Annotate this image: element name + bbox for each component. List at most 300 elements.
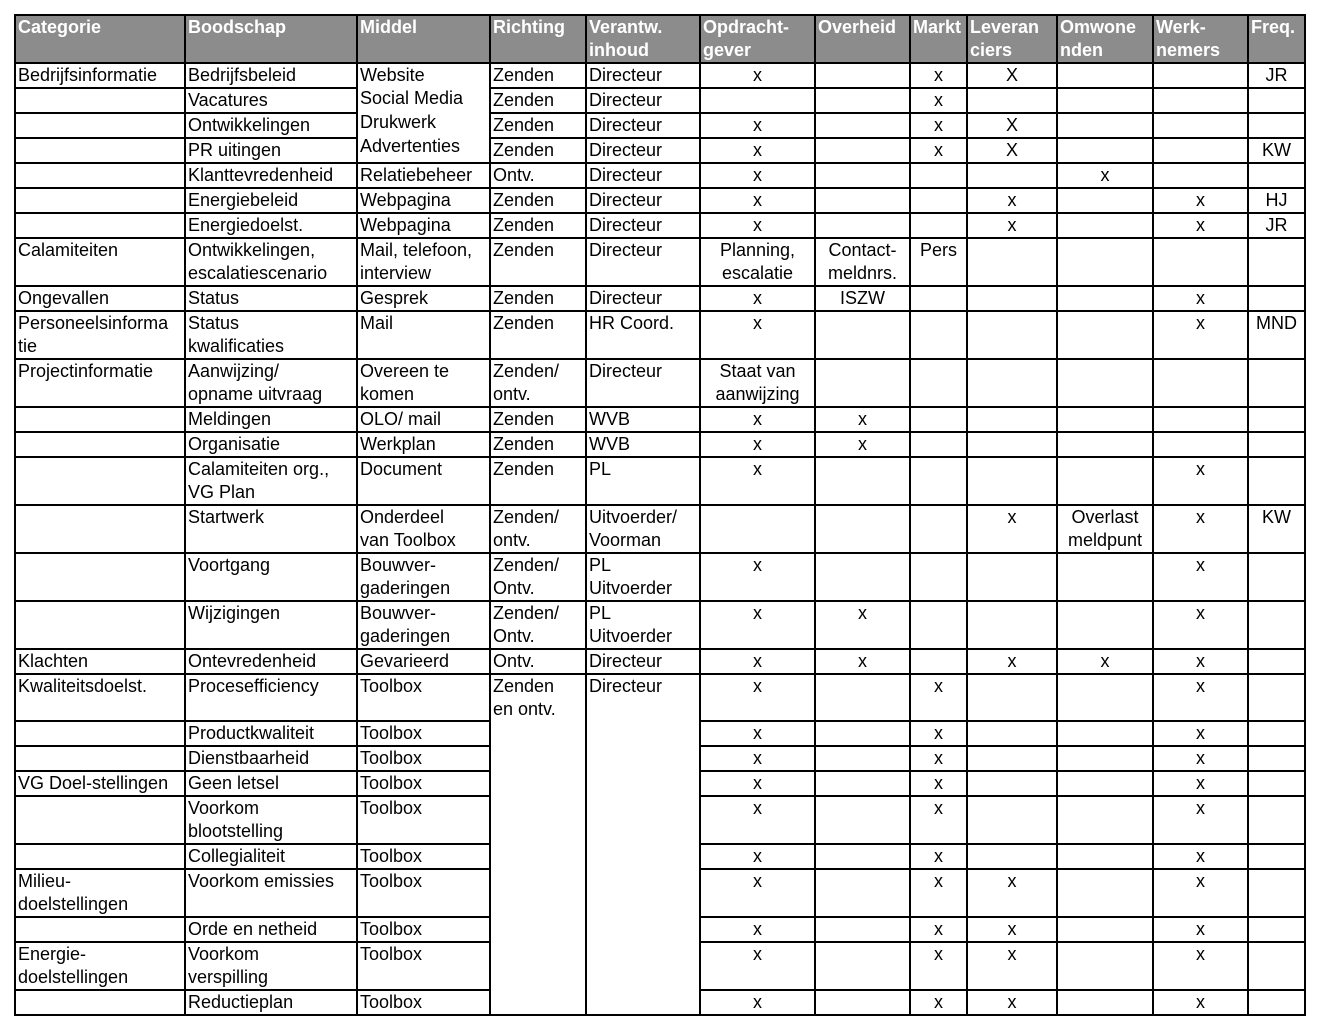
cell-omwonenden [1057,286,1153,311]
table-row [15,113,1305,138]
cell-omwonenden: x [1057,649,1153,674]
cell-werknemers: x [1153,188,1248,213]
cell-omwonenden: x [1057,163,1153,188]
cell-verantw-inhoud [586,746,700,771]
cell-verantw-inhoud: HR Coord. [586,311,700,359]
cell-freq: KW [1248,138,1305,163]
cell-verantw-inhoud [586,917,700,942]
cell-boodschap: Calamiteiten org., VG Plan [185,457,357,505]
cell-leveranciers [967,311,1057,359]
header-overheid: Overheid [815,15,910,63]
cell-overheid: Contact- meldnrs. [815,238,910,286]
cell-leveranciers [967,88,1057,113]
table-row [15,771,1305,796]
cell-verantw-inhoud: Directeur [586,88,700,113]
cell-middel: Bouwver- gaderingen [357,601,490,649]
cell-opdrachtgever: x [700,188,815,213]
cell-omwonenden [1057,311,1153,359]
cell-leveranciers [967,601,1057,649]
communication-matrix-table [14,14,1306,1016]
cell-markt [910,163,967,188]
cell-richting [490,796,586,844]
cell-richting: Zenden [490,238,586,286]
header-leveranciers: Leveran ciers [967,15,1057,63]
cell-richting: Zenden [490,188,586,213]
cell-categorie [15,88,185,113]
cell-richting: Zenden [490,138,586,163]
cell-categorie: Personeelsinforma tie [15,311,185,359]
cell-verantw-inhoud: Directeur [586,238,700,286]
cell-werknemers: x [1153,746,1248,771]
cell-werknemers: x [1153,311,1248,359]
header-richting: Richting [490,15,586,63]
cell-werknemers: x [1153,674,1248,721]
cell-omwonenden [1057,188,1153,213]
cell-overheid [815,942,910,990]
cell-opdrachtgever: x [700,163,815,188]
cell-leveranciers [967,721,1057,746]
cell-richting [490,869,586,917]
cell-omwonenden [1057,746,1153,771]
header-categorie: Categorie [15,15,185,63]
cell-boodschap: Meldingen [185,407,357,432]
cell-boodschap: Startwerk [185,505,357,553]
cell-overheid [815,674,910,721]
cell-omwonenden [1057,407,1153,432]
cell-boodschap: Ontwikkelingen, escalatiescenario [185,238,357,286]
cell-boodschap: Energiebeleid [185,188,357,213]
cell-freq [1248,771,1305,796]
cell-middel: Gesprek [357,286,490,311]
cell-opdrachtgever: x [700,796,815,844]
cell-freq [1248,869,1305,917]
cell-overheid [815,457,910,505]
cell-omwonenden [1057,63,1153,88]
cell-categorie [15,163,185,188]
cell-markt: x [910,869,967,917]
cell-boodschap: Voorkom blootstelling [185,796,357,844]
cell-freq [1248,674,1305,721]
cell-markt: x [910,63,967,88]
cell-richting [490,746,586,771]
cell-middel: Relatiebeheer [357,163,490,188]
cell-boodschap: Energiedoelst. [185,213,357,238]
cell-overheid [815,553,910,601]
cell-verantw-inhoud: Directeur [586,649,700,674]
cell-omwonenden [1057,917,1153,942]
header-verantw-inhoud: Verantw. inhoud [586,15,700,63]
cell-omwonenden [1057,213,1153,238]
cell-werknemers: x [1153,213,1248,238]
cell-categorie [15,213,185,238]
cell-boodschap: Klanttevredenheid [185,163,357,188]
cell-omwonenden [1057,457,1153,505]
cell-werknemers: x [1153,286,1248,311]
cell-freq [1248,917,1305,942]
cell-categorie: Kwaliteitsdoelst. [15,674,185,721]
cell-verantw-inhoud: PL Uitvoerder [586,601,700,649]
cell-overheid: x [815,601,910,649]
cell-leveranciers: X [967,113,1057,138]
cell-verantw-inhoud: Directeur [586,138,700,163]
cell-verantw-inhoud: Directeur [586,674,700,721]
table-row [15,163,1305,188]
cell-markt: Pers [910,238,967,286]
cell-overheid [815,796,910,844]
cell-verantw-inhoud: Directeur [586,63,700,88]
cell-categorie [15,505,185,553]
cell-omwonenden [1057,869,1153,917]
cell-richting [490,771,586,796]
cell-middel: Webpagina [357,213,490,238]
cell-markt: x [910,674,967,721]
cell-markt: x [910,796,967,844]
cell-middel: Document [357,457,490,505]
cell-werknemers: x [1153,457,1248,505]
cell-markt [910,432,967,457]
table-row [15,505,1305,553]
cell-middel: Webpagina [357,188,490,213]
cell-opdrachtgever: Planning, escalatie [700,238,815,286]
cell-richting: Zenden [490,88,586,113]
cell-categorie: Bedrijfsinformatie [15,63,185,88]
cell-middel: OLO/ mail [357,407,490,432]
cell-richting: Zenden/ Ontv. [490,553,586,601]
cell-freq [1248,721,1305,746]
table-row [15,63,1305,88]
cell-werknemers: x [1153,553,1248,601]
cell-omwonenden [1057,113,1153,138]
cell-verantw-inhoud [586,844,700,869]
cell-opdrachtgever: x [700,63,815,88]
cell-verantw-inhoud: PL [586,457,700,505]
cell-freq: JR [1248,63,1305,88]
cell-leveranciers [967,553,1057,601]
cell-opdrachtgever: x [700,407,815,432]
cell-richting: Zenden [490,286,586,311]
table-row [15,432,1305,457]
cell-markt: x [910,746,967,771]
cell-middel: Drukwerk [357,111,490,136]
cell-middel: Gevarieerd [357,649,490,674]
cell-omwonenden [1057,238,1153,286]
cell-opdrachtgever: x [700,721,815,746]
cell-categorie [15,432,185,457]
cell-verantw-inhoud [586,721,700,746]
table-row [15,746,1305,771]
cell-werknemers: x [1153,721,1248,746]
cell-middel: Toolbox [357,917,490,942]
cell-freq [1248,844,1305,869]
cell-verantw-inhoud: Directeur [586,213,700,238]
table-row [15,407,1305,432]
cell-categorie: Calamiteiten [15,238,185,286]
cell-opdrachtgever: x [700,771,815,796]
cell-markt [910,649,967,674]
cell-freq [1248,649,1305,674]
cell-leveranciers: x [967,188,1057,213]
cell-freq [1248,553,1305,601]
cell-werknemers [1153,88,1248,113]
cell-verantw-inhoud [586,869,700,917]
cell-leveranciers: x [967,649,1057,674]
table-row [15,359,1305,407]
cell-categorie: Klachten [15,649,185,674]
cell-werknemers [1153,63,1248,88]
cell-werknemers [1153,113,1248,138]
cell-omwonenden [1057,942,1153,990]
cell-boodschap: Voorkom verspilling [185,942,357,990]
cell-freq [1248,746,1305,771]
cell-markt: x [910,990,967,1015]
cell-leveranciers [967,238,1057,286]
cell-boodschap: Dienstbaarheid [185,746,357,771]
cell-middel: Social Media [357,87,490,112]
cell-categorie [15,844,185,869]
cell-richting: Zenden en ontv. [490,674,586,721]
cell-werknemers: x [1153,796,1248,844]
cell-middel: Toolbox [357,844,490,869]
cell-overheid: x [815,407,910,432]
table-row [15,674,1305,721]
cell-werknemers: x [1153,917,1248,942]
cell-freq [1248,407,1305,432]
cell-werknemers [1153,432,1248,457]
cell-leveranciers [967,674,1057,721]
cell-categorie [15,796,185,844]
cell-overheid: ISZW [815,286,910,311]
cell-overheid [815,917,910,942]
cell-richting [490,844,586,869]
cell-werknemers: x [1153,601,1248,649]
cell-overheid [815,88,910,113]
cell-leveranciers [967,771,1057,796]
cell-boodschap: Voorkom emissies [185,869,357,917]
cell-freq: KW [1248,505,1305,553]
cell-opdrachtgever: x [700,213,815,238]
cell-boodschap: Collegialiteit [185,844,357,869]
cell-werknemers [1153,238,1248,286]
cell-opdrachtgever: x [700,286,815,311]
cell-categorie [15,553,185,601]
cell-omwonenden [1057,88,1153,113]
cell-middel: Toolbox [357,869,490,917]
cell-leveranciers: X [967,63,1057,88]
cell-omwonenden [1057,359,1153,407]
cell-categorie: Ongevallen [15,286,185,311]
cell-markt [910,457,967,505]
cell-boodschap: Organisatie [185,432,357,457]
table-row [15,286,1305,311]
cell-richting: Zenden/ ontv. [490,359,586,407]
header-werknemers: Werk- nemers [1153,15,1248,63]
table-row [15,457,1305,505]
cell-opdrachtgever: Staat van aanwijzing [700,359,815,407]
cell-verantw-inhoud: Directeur [586,359,700,407]
cell-leveranciers [967,407,1057,432]
cell-verantw-inhoud [586,796,700,844]
cell-boodschap: Vacatures [185,88,357,113]
cell-freq [1248,163,1305,188]
cell-categorie [15,407,185,432]
cell-markt: x [910,88,967,113]
cell-overheid [815,721,910,746]
cell-richting [490,942,586,990]
cell-leveranciers [967,844,1057,869]
table-row [15,311,1305,359]
cell-categorie [15,188,185,213]
cell-werknemers [1153,163,1248,188]
table-row [15,88,1305,113]
cell-middel: Bouwver- gaderingen [357,553,490,601]
table-row [15,553,1305,601]
cell-freq: JR [1248,213,1305,238]
cell-categorie: VG Doel-stellingen [15,771,185,796]
cell-categorie [15,746,185,771]
cell-omwonenden [1057,674,1153,721]
cell-opdrachtgever: x [700,553,815,601]
cell-boodschap: Voortgang [185,553,357,601]
cell-middel: Toolbox [357,674,490,721]
cell-omwonenden [1057,553,1153,601]
cell-richting: Ontv. [490,163,586,188]
cell-leveranciers [967,163,1057,188]
cell-leveranciers: x [967,869,1057,917]
cell-omwonenden [1057,721,1153,746]
cell-freq [1248,88,1305,113]
cell-opdrachtgever: x [700,869,815,917]
cell-overheid: x [815,432,910,457]
cell-categorie: Energie- doelstellingen [15,942,185,990]
cell-markt [910,311,967,359]
cell-freq [1248,942,1305,990]
cell-freq [1248,113,1305,138]
cell-freq [1248,286,1305,311]
cell-omwonenden [1057,796,1153,844]
cell-boodschap: Ontwikkelingen [185,113,357,138]
header-row [15,15,1305,63]
cell-opdrachtgever: x [700,649,815,674]
cell-categorie: Milieu- doelstellingen [15,869,185,917]
cell-opdrachtgever: x [700,601,815,649]
cell-verantw-inhoud: Directeur [586,113,700,138]
cell-freq [1248,238,1305,286]
cell-categorie: Projectinformatie [15,359,185,407]
cell-categorie [15,113,185,138]
table-row [15,138,1305,163]
cell-opdrachtgever [700,505,815,553]
cell-opdrachtgever: x [700,746,815,771]
cell-markt: x [910,942,967,990]
cell-freq [1248,359,1305,407]
cell-overheid [815,869,910,917]
cell-markt: x [910,917,967,942]
cell-middel: Toolbox [357,746,490,771]
cell-middel: Toolbox [357,796,490,844]
cell-middel: Toolbox [357,771,490,796]
cell-opdrachtgever: x [700,917,815,942]
cell-freq: HJ [1248,188,1305,213]
table-row [15,796,1305,844]
cell-opdrachtgever: x [700,844,815,869]
cell-verantw-inhoud: Directeur [586,163,700,188]
cell-opdrachtgever: x [700,674,815,721]
cell-richting [490,721,586,746]
header-freq: Freq. [1248,15,1305,63]
cell-verantw-inhoud [586,771,700,796]
cell-richting: Ontv. [490,649,586,674]
cell-leveranciers: x [967,990,1057,1015]
cell-markt [910,359,967,407]
cell-markt: x [910,113,967,138]
cell-omwonenden [1057,601,1153,649]
cell-overheid [815,746,910,771]
cell-opdrachtgever: x [700,942,815,990]
cell-leveranciers: x [967,917,1057,942]
cell-freq [1248,601,1305,649]
cell-omwonenden [1057,844,1153,869]
cell-leveranciers [967,286,1057,311]
table-row [15,942,1305,990]
cell-werknemers [1153,359,1248,407]
cell-freq [1248,796,1305,844]
cell-opdrachtgever: x [700,113,815,138]
cell-werknemers: x [1153,844,1248,869]
cell-markt: x [910,771,967,796]
cell-richting: Zenden [490,311,586,359]
cell-overheid: x [815,649,910,674]
cell-leveranciers: x [967,505,1057,553]
cell-leveranciers [967,359,1057,407]
cell-middel: Toolbox [357,990,490,1015]
table-body [15,63,1305,1015]
cell-richting: Zenden [490,432,586,457]
cell-boodschap: Productkwaliteit [185,721,357,746]
cell-verantw-inhoud: WVB [586,407,700,432]
cell-richting: Zenden [490,457,586,505]
cell-werknemers: x [1153,771,1248,796]
cell-markt: x [910,721,967,746]
cell-verantw-inhoud: Uitvoerder/ Voorman [586,505,700,553]
table-row [15,917,1305,942]
cell-markt: x [910,138,967,163]
cell-categorie [15,138,185,163]
cell-overheid [815,138,910,163]
cell-middel: Toolbox [357,721,490,746]
cell-boodschap: Ontevredenheid [185,649,357,674]
table-row [15,869,1305,917]
cell-overheid [815,359,910,407]
cell-omwonenden [1057,771,1153,796]
table-row [15,649,1305,674]
cell-markt [910,188,967,213]
header-middel: Middel [357,15,490,63]
cell-markt [910,286,967,311]
cell-verantw-inhoud: Directeur [586,188,700,213]
cell-verantw-inhoud: PL Uitvoerder [586,553,700,601]
cell-leveranciers [967,746,1057,771]
cell-boodschap: Reductieplan [185,990,357,1015]
cell-leveranciers [967,457,1057,505]
cell-leveranciers: x [967,942,1057,990]
cell-boodschap: Bedrijfsbeleid [185,63,357,88]
table-row [15,238,1305,286]
cell-richting: Zenden [490,113,586,138]
table-row [15,601,1305,649]
cell-middel: Overeen te komen [357,359,490,407]
cell-richting: Zenden [490,407,586,432]
cell-freq [1248,432,1305,457]
